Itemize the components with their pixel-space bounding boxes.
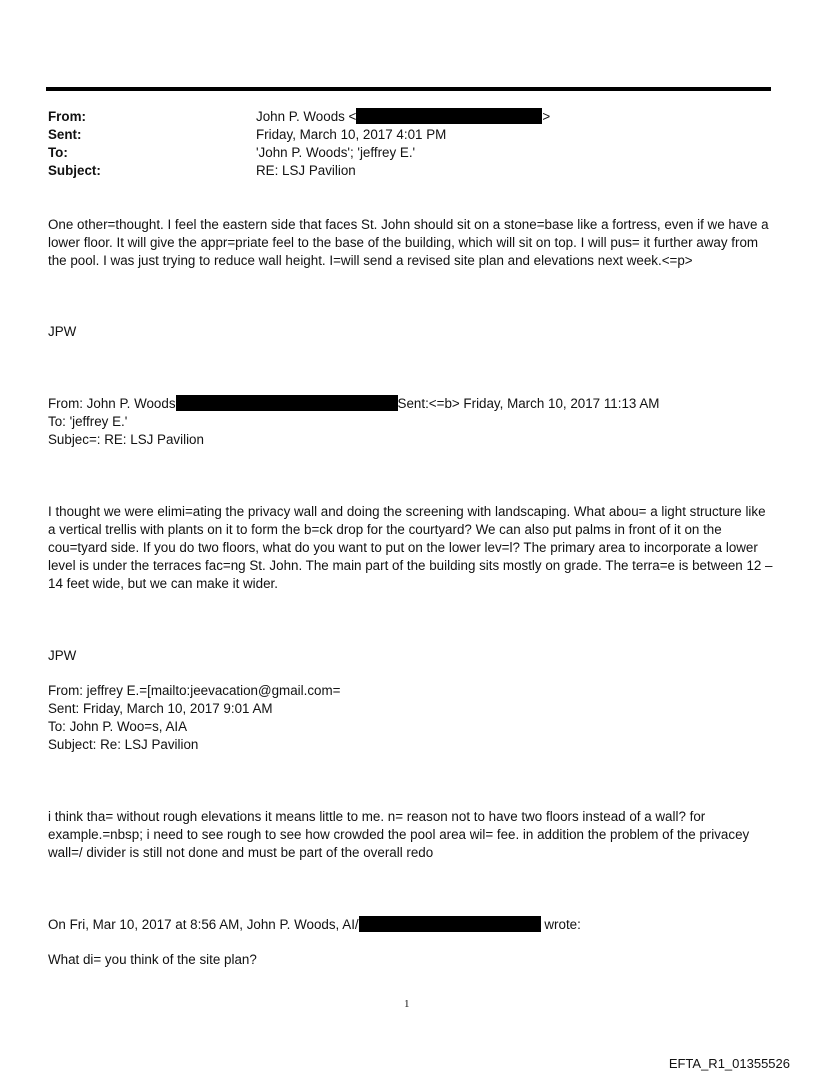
sent-value: Friday, March 10, 2017 4:01 PM <box>256 127 447 142</box>
redaction-box <box>359 916 541 932</box>
quoted-intro-3 <box>48 916 581 934</box>
from-name: John P. Woods < <box>256 109 357 124</box>
body-paragraph-2: I thought we were elimi=ating the privacy wall and doing the screening with landscaping. What abou= a light structure like a vertical trellis with plants on it to form the b=ck drop for the courtyard? We can also put palms in front of it on the cou=tyard side. If you do two floors, what do you want to put on the lower lev=l? The primary area to incorporate a lower level is under the terraces fac=ng St. John. The main part of the building sits mostly on grade. The terra=e is between 12 – 14 feet wide, but we can make it wider. <box>48 504 773 591</box>
body-paragraph-3: i think tha= without rough elevations it means little to me. n= reason not to have two floors instead of a wall? for example.=nbsp; i need to see rough to see how crowded the pool area wil= fee. in addition the problem of the privacey wall=/ divider is still not done and must be part of the overall redo <box>48 809 750 860</box>
redaction-box <box>176 395 398 411</box>
quoted-subject-1: Subjec=: RE: LSJ Pavilion <box>48 432 204 447</box>
from-value <box>256 108 550 126</box>
subject-value: RE: LSJ Pavilion <box>256 163 356 178</box>
redaction-box <box>356 108 542 124</box>
header-rule <box>46 87 771 91</box>
sent-label: Sent: <box>48 127 82 142</box>
body-paragraph-4: What di= you think of the site plan? <box>48 952 257 967</box>
quoted-intro-3-prefix: On Fri, Mar 10, 2017 at 8:56 AM, John P. Woods, AI/ <box>48 917 359 932</box>
from-label: From: <box>48 109 86 124</box>
document-id-footer: EFTA_R1_01355526 <box>668 1056 790 1071</box>
quoted-from-1-text: From: John P. Woods <box>48 396 176 411</box>
to-value: 'John P. Woods'; 'jeffrey E.' <box>256 145 416 160</box>
quoted-to-1: To: 'jeffrey E.' <box>48 414 128 429</box>
signature-2: JPW <box>48 648 77 663</box>
signature-1: JPW <box>48 324 77 339</box>
quoted-from-2: From: jeffrey E.=[mailto:jeevacation@gmail.com= <box>48 683 341 698</box>
quoted-sent-2: Sent: Friday, March 10, 2017 9:01 AM <box>48 701 273 716</box>
subject-label: Subject: <box>48 163 101 178</box>
quoted-to-2: To: John P. Woo=s, AIA <box>48 719 188 734</box>
to-label: To: <box>48 145 68 160</box>
from-value-end: > <box>542 109 551 124</box>
quoted-sent-1: Sent:<=b> Friday, March 10, 2017 11:13 AM <box>397 396 660 411</box>
body-paragraph-1: One other=thought. I feel the eastern side that faces St. John should sit on a stone=base like a fortress, even if we have a lower floor. It will give the appr=priate feel to the base of the building, which will sit on top. I will pus= it further away from the pool. I was just trying to reduce wall height. I=will send a revised site plan and elevations next week.<=p> <box>48 217 769 268</box>
quoted-subject-2: Subject: Re: LSJ Pavilion <box>48 737 199 752</box>
quoted-from-1 <box>48 395 659 413</box>
page-number: 1 <box>404 998 410 1010</box>
quoted-intro-3-suffix: wrote: <box>540 917 581 932</box>
